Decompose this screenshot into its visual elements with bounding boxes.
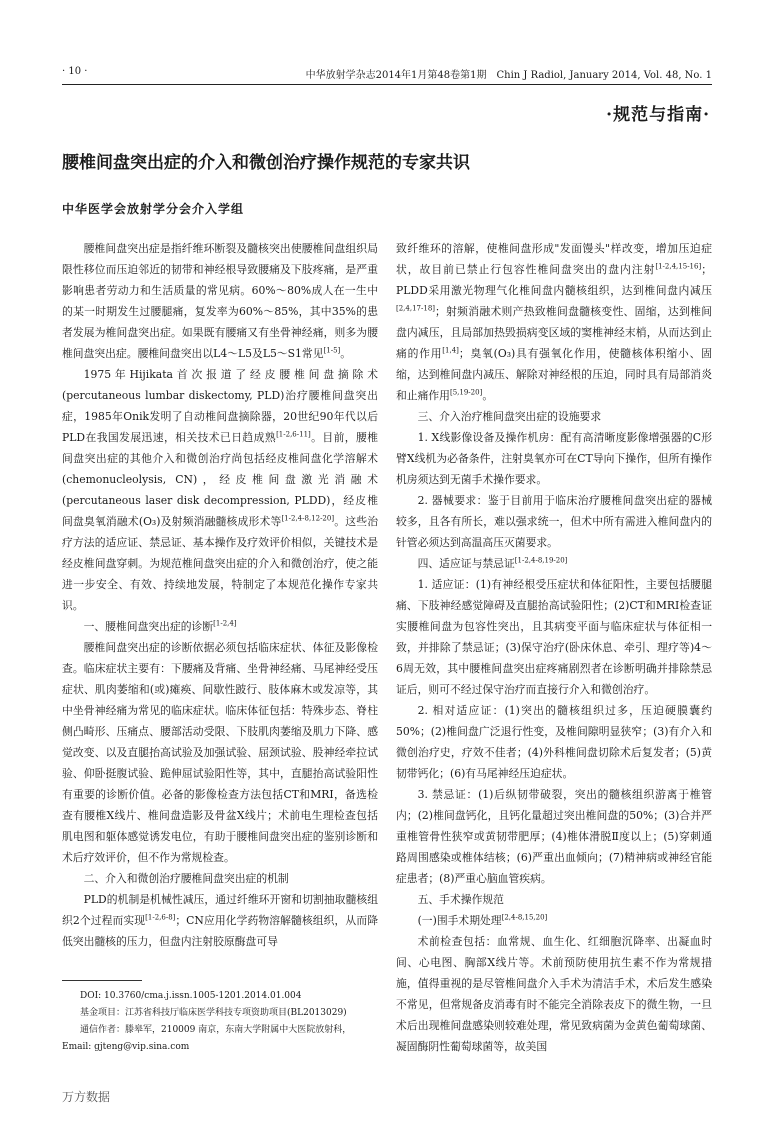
paragraph: 2. 器械要求：鉴于目前用于临床治疗腰椎间盘突出症的器械较多，且各有所长，难以强求统一，但术中所有需进入椎间盘内的针管必须达到高温高压灭菌要求。 xyxy=(396,494,712,549)
citation: [1-2,6-8] xyxy=(145,913,176,922)
section-heading-diagnosis: 一、腰椎间盘突出症的诊断[1-2,4] xyxy=(83,619,237,633)
section-heading-mechanism: 二、介入和微创治疗腰椎间盘突出症的机制 xyxy=(83,872,289,885)
section-heading-procedure: 五、手术操作规范 xyxy=(417,893,504,906)
article-title: 腰椎间盘突出症的介入和微创治疗操作规范的专家共识 xyxy=(62,153,470,173)
paragraph: 1. 适应证：(1)有神经根受压症状和体征阳性，主要包括腰腿痛、下肢神经感觉障碍及直腿抬高试验阳性；(2)CT和MRI检查证实腰椎间盘为包容性突出，且其病变平面与临床症状与体征相一致，并排除了禁忌证；(3)保守治疗(卧床休息、牵引、理疗等)4～6周无效，其中腰椎间盘突出症疼痛剧烈者在诊断明确并排除禁忌证后，则可不经过保守治疗而直接行介入和微创治疗。 xyxy=(396,578,712,696)
subsection-heading-perioperative: (一)围手术期处理[2,4-8,15,20] xyxy=(417,913,548,927)
paragraph: 腰椎间盘突出症是指纤维环断裂及髓核突出使腰椎间盘组织局限性移位而压迫邻近的韧带和神经根导致腰痛及下肢疼痛，是严重影响患者劳动力和生活质量的常见病。60%～80%成人在一生中的某一时期发生过腰腿痛，复发率为60%～85%，其中35%的患者发展为椎间盘突出症。如果既有腰痛又有坐骨神经痛，则多为腰椎间盘突出症。腰椎间盘突出以L4～L5及L5～S1常见[1-5]。 xyxy=(62,242,378,360)
doi-link[interactable]: DOI: 10.3760/cma.j.issn.1005-1201.2014.01.004 xyxy=(80,991,302,1001)
footnotes xyxy=(62,988,378,1056)
left-column xyxy=(62,238,378,952)
citation: [1-2,6-11] xyxy=(276,430,311,439)
citation: [5,19-20] xyxy=(449,388,483,397)
footnote-divider xyxy=(62,980,142,981)
section-heading-indications: 四、适应证与禁忌证[1-2,4-8,19-20] xyxy=(417,556,568,570)
page-number: · 10 · xyxy=(62,66,88,77)
citation: [2,4,17-18] xyxy=(396,304,435,313)
right-column xyxy=(396,238,712,1057)
citation: [1-2,4] xyxy=(213,619,237,628)
author-group: 中华医学会放射学分会介入学组 xyxy=(62,202,245,216)
citation: [1-2,4,15-16] xyxy=(655,262,702,271)
paragraph: 腰椎间盘突出症的诊断依据必须包括临床症状、体征及影像检查。临床症状主要有：下腰痛及背痛、坐骨神经痛、马尾神经受压症状、肌肉萎缩和(或)瘫痪、间歇性跛行、肢体麻木或发凉等，其中坐骨神经痛为常见的临床症状。临床体征包括：特殊步态、脊柱侧凸畸形、压痛点、腰部活动受限、下肢肌肉萎缩及肌力下降、感觉改变、以及直腿抬高试验及加强试验、屈颈试验、股神经牵拉试验、仰卧挺腹试验、跪伸屈试验阳性等，其中，直腿抬高试验阳性有重要的诊断价值。必备的影像检查方法包括CT和MRI，备选检查有腰椎X线片、椎间盘造影及骨盆X线片；术前电生理检查包括肌电图和躯体感觉诱发电位，有助于腰椎间盘突出症的鉴别诊断和术后疗效评价，但不作为常规检查。 xyxy=(62,641,378,864)
paragraph: 3. 禁忌证：(1)后纵韧带破裂，突出的髓核组织游离于椎管内；(2)椎间盘钙化，且钙化量超过突出椎间盘的50%；(3)合并严重椎管骨性狭窄或黄韧带肥厚；(4)椎体滑脱Ⅱ度以上；(5)穿刺通路周围感染或椎体结核；(6)严重出血倾向；(7)精神病或神经官能症患者；(8)严重心脑血管疾病。 xyxy=(396,788,712,885)
citation: [1-5] xyxy=(323,346,341,355)
paragraph: 术前检查包括：血常规、血生化、红细胞沉降率、出凝血时间、心电图、胸部X线片等。术前预防使用抗生素不作为常规措施，值得重视的是尽管椎间盘介入手术为清洁手术，术后发生感染不常见，但常规备皮消毒有时不能完全消除表皮下的微生物，一旦术后出现椎间盘感染则较难处理，常见致病菌为金黄色葡萄球菌、凝固酶阴性葡萄球菌等，故美国 xyxy=(396,935,712,1053)
paragraph: 致纤维环的溶解，使椎间盘形成"发面馒头"样改变，增加压迫症状，故目前已禁止行包容性椎间盘突出的盘内注射[1-2,4,15-16]；PLDD采用激光物理气化椎间盘内髓核组织，达到椎间盘内减压[2,4,17-18]；射频消融术则产热致椎间盘髓核变性、固缩，达到椎间盘内减压，且局部加热毁损病变区域的窦椎神经末梢，从而达到止痛的作用[1,4]；臭氧(O₃)具有强氧化作用，使髓核体积缩小、固缩，达到椎间盘内减压、解除对神经根的压迫，同时具有局部消炎和止痛作用[5,19-20]。 xyxy=(396,242,712,402)
paragraph: 1. X线影像设备及操作机房：配有高清晰度影像增强器的C形臂X线机为必备条件，注射臭氧亦可在CT导向下操作，但所有操作机房须达到无菌手术操作要求。 xyxy=(396,431,712,486)
citation: [2,4-8,15,20] xyxy=(501,913,548,922)
paragraph: 1975年Hijikata首次报道了经皮腰椎间盘摘除术(percutaneous lumbar diskectomy, PLD)治疗腰椎间盘突出症，1985年Onik发明了自动椎间盘摘除器，20世纪90年代以后PLD在我国发展迅速，相关技术已日趋成熟[1-2,6-11]。目前，腰椎间盘突出症的其他介入和微创治疗尚包括经皮椎间盘化学溶解术(chemonucleolysis, CN)，经皮椎间盘激光消融术(percutaneous laser disk decompression, PLDD)，经皮椎间盘臭氧消融术(O₃)及射频消融髓核成形术等[1-2,4-8,12-20]。这些治疗方法的适应证、禁忌证、基本操作及疗效评价相似，关键技术是经皮椎间盘穿刺。为规范椎间盘突出症的介入和微创治疗，使之能进一步安全、有效、持续地发展，特制定了本规范化操作专家共识。 xyxy=(62,368,379,612)
corresponding-author: 通信作者：滕皋军，210009 南京，东南大学附属中大医院放射科，Email: gjteng@vip.sina.com xyxy=(62,1025,352,1052)
funding-note: 基金项目：江苏省科技厅临床医学科技专项资助项目(BL2013029) xyxy=(80,1008,347,1018)
citation: [1,4] xyxy=(442,346,459,355)
section-heading-facilities: 三、介入治疗椎间盘突出症的设施要求 xyxy=(417,410,602,423)
paragraph: PLD的机制是机械性减压，通过纤维环开窗和切割抽取髓核组织2个过程而实现[1-2,6-8]；CN应用化学药物溶解髓核组织，从而降低突出髓核的压力，但盘内注射胶原酶盘可导 xyxy=(62,893,378,948)
citation: [1-2,4-8,12-20] xyxy=(281,514,335,523)
page-header xyxy=(62,62,712,85)
citation: [1-2,4-8,19-20] xyxy=(514,556,568,565)
section-tag: ·规范与指南· xyxy=(606,105,710,125)
journal-citation: 中华放射学杂志2014年1月第48卷第1期 Chin J Radiol, January 2014, Vol. 48, No. 1 xyxy=(305,70,712,81)
watermark: 万方数据 xyxy=(62,1090,111,1104)
paragraph: 2. 相对适应证：(1)突出的髓核组织过多，压迫硬膜囊约50%；(2)椎间盘广泛退行性变，及椎间隙明显狭窄；(3)有介入和微创治疗史，疗效不佳者；(4)外科椎间盘切除术后复发者；(5)黄韧带钙化；(6)有马尾神经压迫症状。 xyxy=(396,704,712,780)
